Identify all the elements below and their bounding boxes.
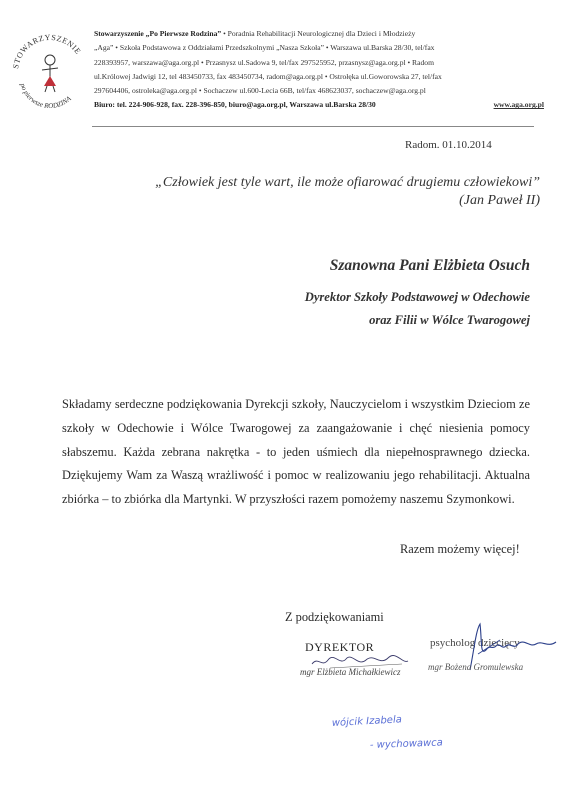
thanks-line: Z podziękowaniami — [285, 610, 384, 624]
header-divider — [92, 126, 534, 127]
addressee-title2: oraz Filii w Wólce Twarogowej — [369, 313, 530, 327]
addressee-name: Szanowna Pani Elżbieta Osuch — [329, 257, 530, 274]
svg-text:po pierwsze RODZINA: po pierwsze RODZINA — [18, 82, 73, 110]
quote-author: (Jan Paweł II) — [459, 193, 540, 208]
letterhead — [94, 27, 544, 113]
organization-logo — [10, 30, 90, 110]
website-link[interactable]: www.aga.org.pl — [493, 100, 544, 110]
letter-date: Radom. 01.10.2014 — [405, 139, 492, 151]
quote — [100, 174, 540, 210]
letter-body: Składamy serdeczne podziękowania Dyrekcji szkoły, Nauczycielom i wszystkim Dzieciom ze szkoły w Odechowie i Wólce Twarogowej za zaangażowanie i chęć niesienia pomocy słabszemu. Każda zebrana nakrętka - to jeden uśmiech dla niepełnosprawnego dziecka. Dziękujemy Wam za Waszą wrażliwość i pomoc w realizowaniu jego rehabilitacji. Aktualna zbiórka – to zbiórka dla Martynki. W przyszłości razem pomożemy naszemu Szymonkowi. — [62, 397, 530, 507]
handwritten-note — [330, 710, 500, 760]
header-line2: „Aga” • Szkoła Podstawowa z Oddziałami Przedszkolnymi „Nasza Szkoła” • Warszawa ul.Barska 28/30, tel/fax — [94, 43, 435, 53]
psychologist-name: mgr Bożena Gromulewska — [428, 662, 524, 672]
svg-text:- wychowawca: - wychowawca — [369, 737, 444, 751]
quote-text: „Człowiek jest tyle wart, ile może ofiarować drugiemu człowiekowi” — [155, 175, 540, 190]
header-line1: • Poradnia Rehabilitacji Neurologicznej dla Dzieci i Młodzieży — [223, 29, 416, 38]
header-line6: Biuro: tel. 224-906-928, fax. 228-396-850, biuro@aga.org.pl, Warszawa ul.Barska 28/30 — [94, 100, 376, 110]
svg-text:STOWARZYSZENIE: STOWARZYSZENIE — [11, 32, 83, 70]
addressee-title1: Dyrektor Szkoły Podstawowej w Odechowie — [304, 290, 530, 304]
header-line3: 228393957, warszawa@aga.org.pl • Przasnysz ul.Sadowa 9, tel/fax 297525952, przasnysz@aga.org.pl • Radom — [94, 57, 434, 67]
psychologist-role: psycholog dziecięcy — [430, 637, 520, 649]
addressee — [180, 256, 530, 332]
header-line4: ul.Królowej Jadwigi 12, tel 483450733, fax 483450734, radom@aga.org.pl • Ostrołęka ul.Goworowska 27, tel/fax — [94, 71, 442, 81]
director-role: DYREKTOR — [305, 640, 375, 654]
header-line5: 297604406, ostroleka@aga.org.pl • Sochaczew ul.600-Lecia 66B, tel/fax 468623037, sochaczew@aga.org.pl — [94, 86, 426, 96]
svg-text:wójcik Izabela: wójcik Izabela — [331, 714, 403, 729]
director-name: mgr Elżbieta Michałkiewicz — [300, 667, 401, 677]
closing-line: Razem możemy więcej! — [400, 542, 520, 556]
org-name: Stowarzyszenie „Po Pierwsze Rodzina” — [94, 29, 222, 38]
